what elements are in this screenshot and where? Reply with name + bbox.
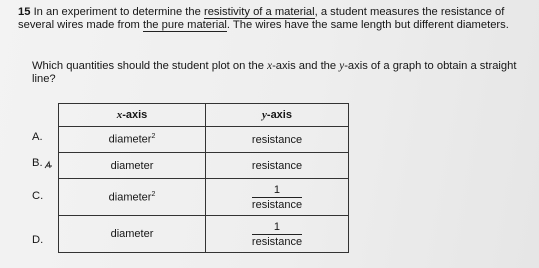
option-c-x: diameter$^2$ — [59, 179, 206, 216]
option-letter-b[interactable]: B. — [32, 157, 43, 169]
options-table — [58, 103, 349, 253]
prompt-mid: -axis and the — [272, 60, 340, 72]
underlined-resistivity: resistivity of a material — [203, 6, 315, 18]
table-row — [59, 216, 349, 253]
circle-mark-icon — [44, 160, 54, 170]
prompt-y-var: y — [339, 60, 345, 72]
option-letter-d[interactable]: D. — [32, 234, 44, 246]
option-d-x: diameter — [59, 216, 206, 253]
fraction-denominator: resistance — [251, 198, 303, 211]
option-b-x: diameter — [59, 153, 206, 179]
option-letter-a[interactable]: A. — [32, 131, 43, 143]
fraction-numerator: 1 — [252, 184, 302, 198]
prompt-post: -axis of a graph to obtain a straight line? — [32, 60, 517, 85]
question-prompt — [32, 60, 527, 86]
question-line2-post: . The wires have the same length but different diameters. — [226, 18, 509, 31]
table-row — [59, 179, 349, 216]
fraction-numerator: 1 — [252, 221, 302, 235]
option-a-x: diameter$^2$ — [59, 127, 206, 153]
table-row — [59, 127, 349, 153]
table-header-row — [59, 104, 349, 127]
option-b-y: resistance — [206, 153, 349, 179]
y-axis-header: y-axis — [206, 104, 349, 127]
question-line1-post: , a student measures the resistance of several wires made from — [18, 6, 505, 31]
question-text — [18, 6, 532, 32]
option-c-y — [206, 179, 349, 216]
underlined-pure-material: the pure material — [142, 18, 227, 31]
x-axis-header: x-axis — [59, 104, 206, 127]
question-line1-pre: In an experiment to determine the — [33, 6, 204, 18]
prompt-x-var: x — [267, 60, 273, 72]
option-a-y: resistance — [206, 127, 349, 153]
table-row — [59, 153, 349, 179]
option-letter-c[interactable]: C. — [32, 190, 44, 202]
prompt-pre: Which quantities should the student plot on the — [32, 60, 268, 72]
option-d-y — [206, 216, 349, 253]
fraction-denominator: resistance — [251, 235, 303, 248]
question-number: 15 — [18, 6, 31, 18]
